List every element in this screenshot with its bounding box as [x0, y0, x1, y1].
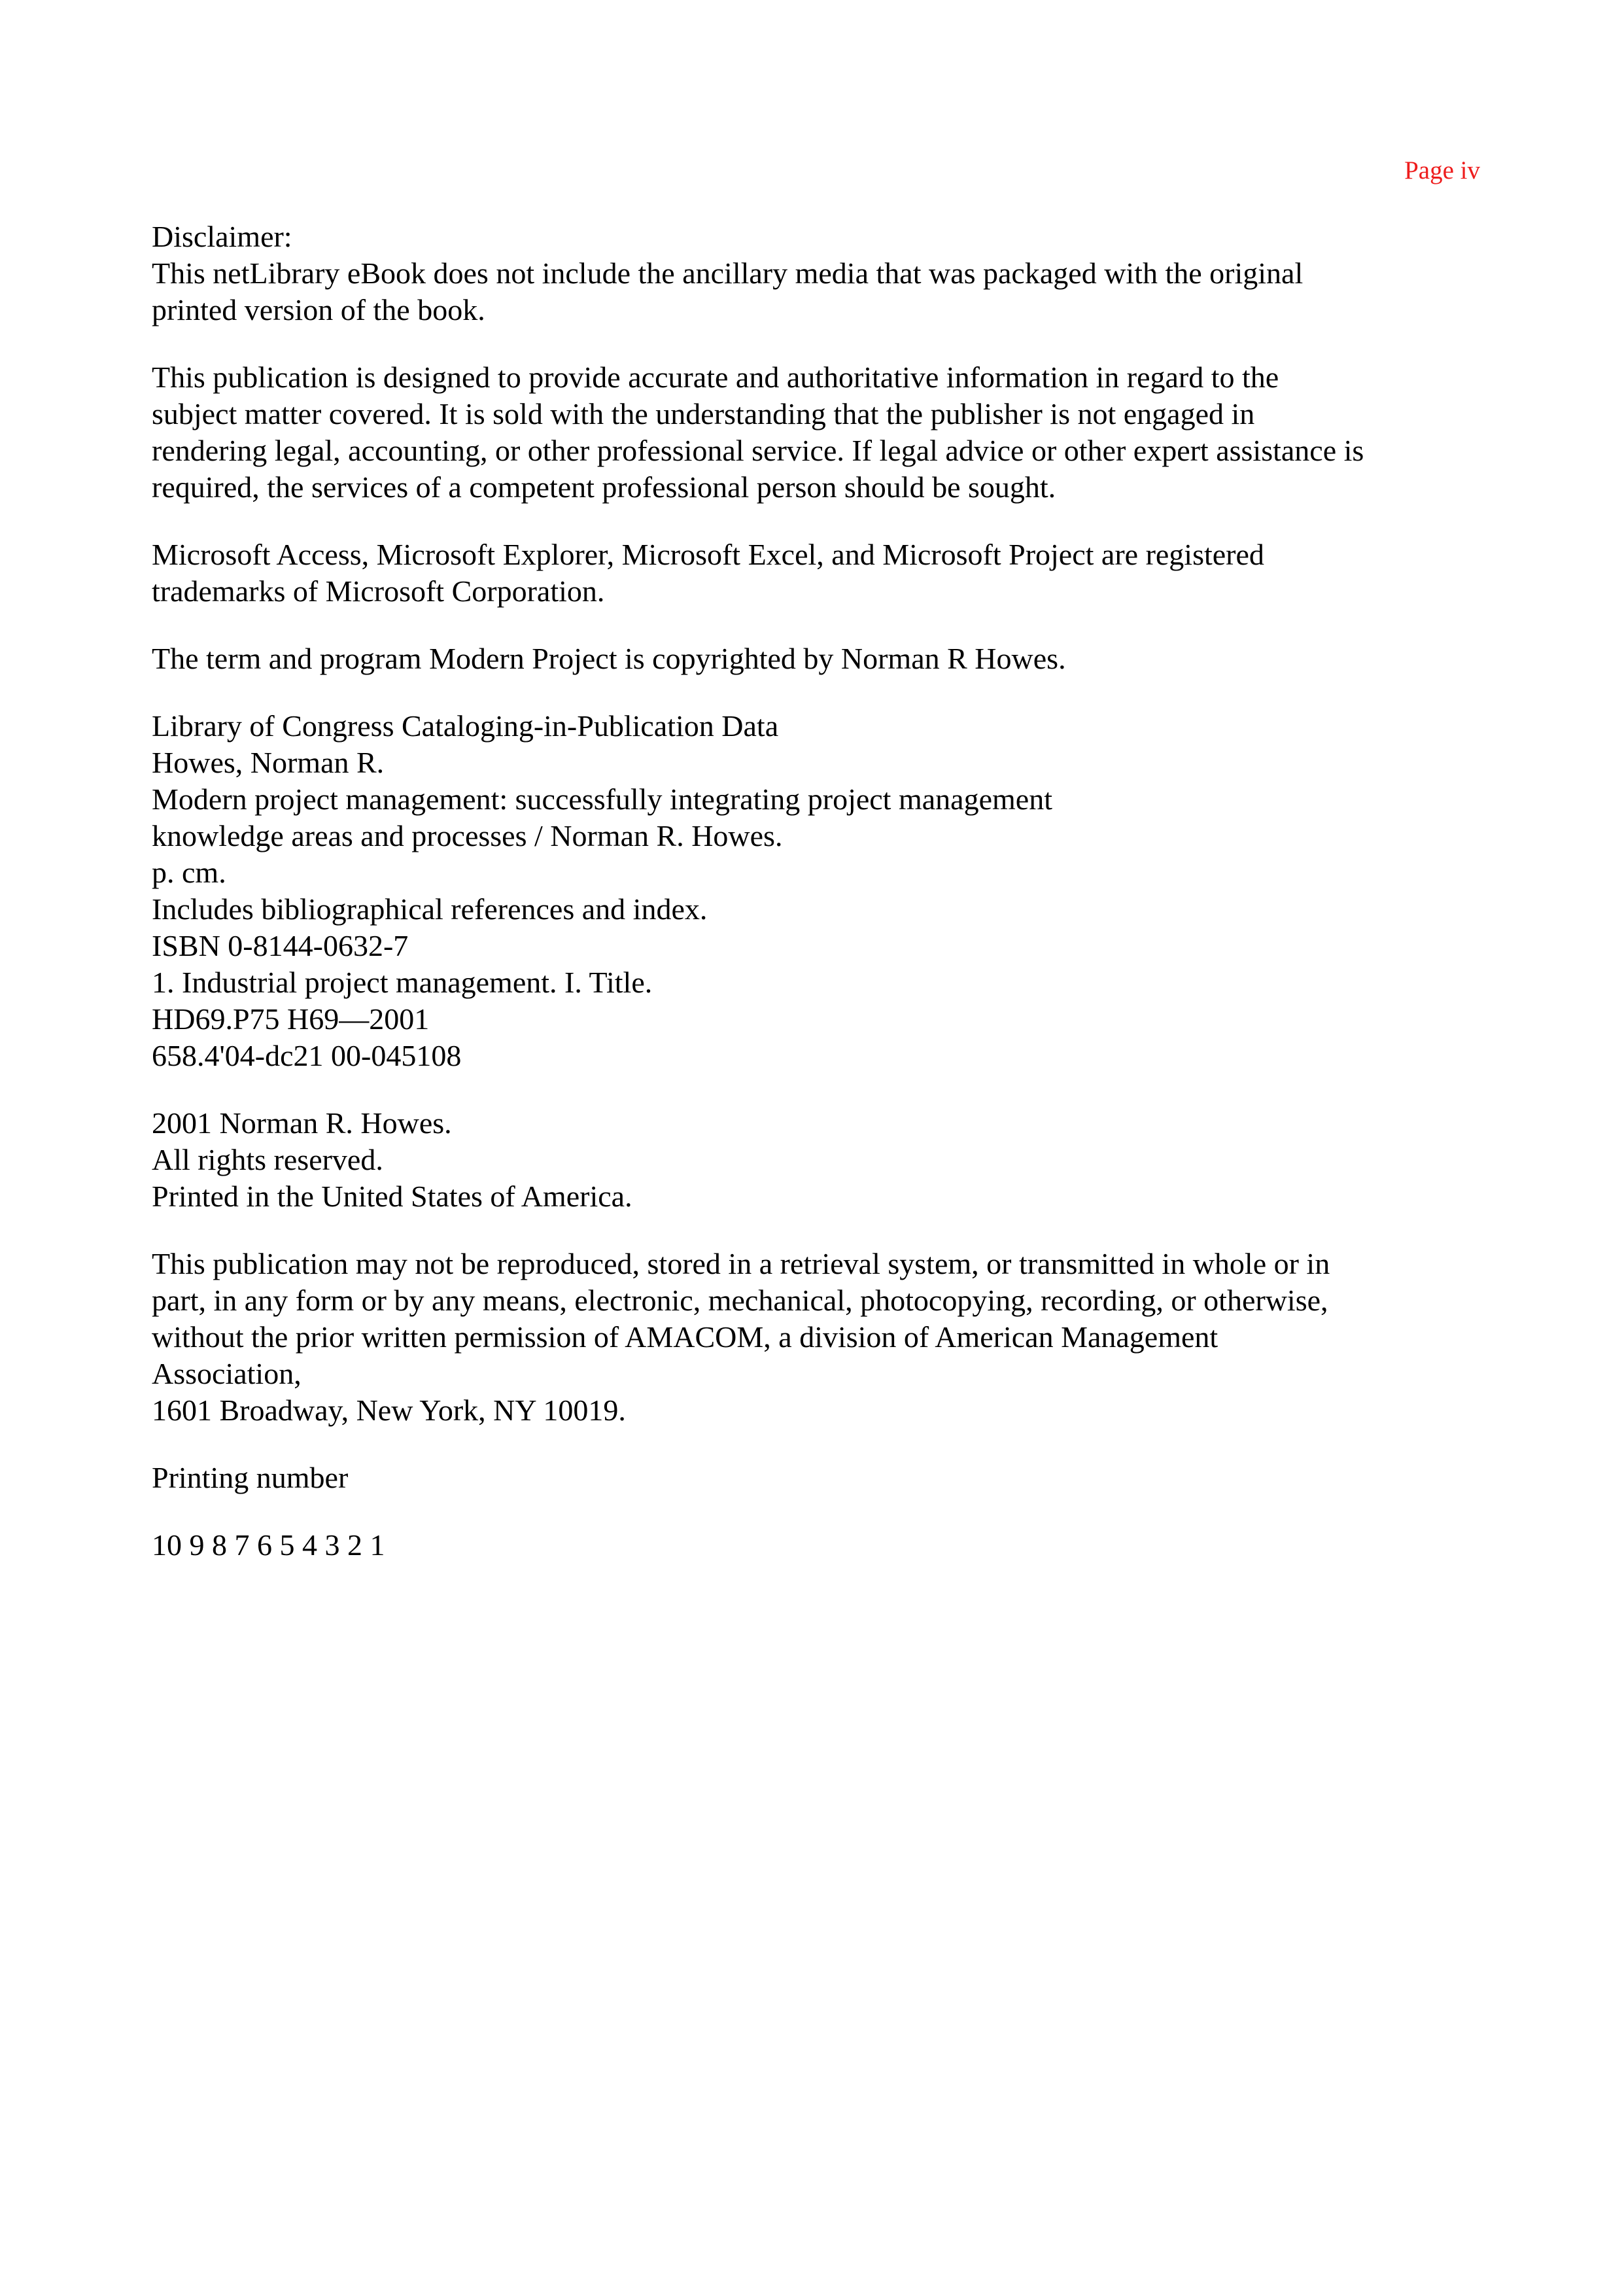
cip-data-line: Library of Congress Cataloging-in-Publication Data: [152, 709, 779, 743]
printing-number-label: Printing number: [152, 1461, 349, 1494]
disclaimer-line: This netLibrary eBook does not include the ancillary media that was packaged with the original: [152, 256, 1304, 290]
copyright-line: 2001 Norman R. Howes.: [152, 1106, 452, 1140]
program-copyright-block: [152, 640, 1486, 677]
cip-data-line: knowledge areas and processes / Norman R. Howes.: [152, 819, 783, 852]
disclaimer-line: printed version of the book.: [152, 293, 485, 326]
cip-data-line: 658.4'04-dc21 00-045108: [152, 1039, 462, 1072]
copyright-line: Printed in the United States of America.: [152, 1180, 632, 1213]
reproduction-notice-line: Association,: [152, 1357, 302, 1390]
cip-data-line: Includes bibliographical references and index.: [152, 892, 708, 926]
reproduction-notice-line: This publication may not be reproduced, stored in a retrieval system, or transmitted in whole or in: [152, 1247, 1330, 1280]
cip-data-line: 1. Industrial project management. I. Title.: [152, 966, 653, 999]
cip-data-line: HD69.P75 H69—2001: [152, 1002, 430, 1036]
reproduction-notice-line: 1601 Broadway, New York, NY 10019.: [152, 1393, 626, 1427]
program-copyright-line: The term and program Modern Project is copyrighted by Norman R Howes.: [152, 642, 1066, 675]
page-number: Page iv: [1404, 156, 1480, 184]
printing-number-sequence: 10 9 8 7 6 5 4 3 2 1: [152, 1528, 385, 1562]
reproduction-notice-block: [152, 1246, 1486, 1429]
trademarks-block: [152, 536, 1486, 610]
purpose-notice-block: [152, 359, 1486, 506]
purpose-notice-line: required, the services of a competent professional person should be sought.: [152, 470, 1056, 504]
printing-number-label-block: [152, 1460, 1486, 1496]
purpose-notice-line: rendering legal, accounting, or other professional service. If legal advice or other expert assistance is: [152, 434, 1364, 467]
cip-data-line: ISBN 0-8144-0632-7: [152, 929, 409, 962]
printing-number-sequence-block: [152, 1527, 1486, 1564]
disclaimer-heading: Disclaimer:: [152, 220, 292, 253]
copyright-line: All rights reserved.: [152, 1143, 383, 1176]
trademarks-line: trademarks of Microsoft Corporation.: [152, 574, 605, 608]
purpose-notice-line: subject matter covered. It is sold with the understanding that the publisher is not engaged in: [152, 397, 1255, 430]
reproduction-notice-line: without the prior written permission of AMACOM, a division of American Management: [152, 1320, 1218, 1354]
trademarks-line: Microsoft Access, Microsoft Explorer, Microsoft Excel, and Microsoft Project are registered: [152, 538, 1264, 571]
cip-data-line: Modern project management: successfully integrating project management: [152, 782, 1052, 816]
reproduction-notice-line: part, in any form or by any means, electronic, mechanical, photocopying, recording, or otherwise,: [152, 1284, 1328, 1317]
cip-data-line: Howes, Norman R.: [152, 746, 385, 779]
copyright-block: [152, 1105, 1486, 1215]
cip-data-line: p. cm.: [152, 856, 226, 889]
copyright-page-content: [152, 219, 1486, 1594]
disclaimer-block: [152, 219, 1486, 328]
cip-data-block: [152, 708, 1486, 1074]
purpose-notice-line: This publication is designed to provide accurate and authoritative information in regard to the: [152, 360, 1279, 394]
